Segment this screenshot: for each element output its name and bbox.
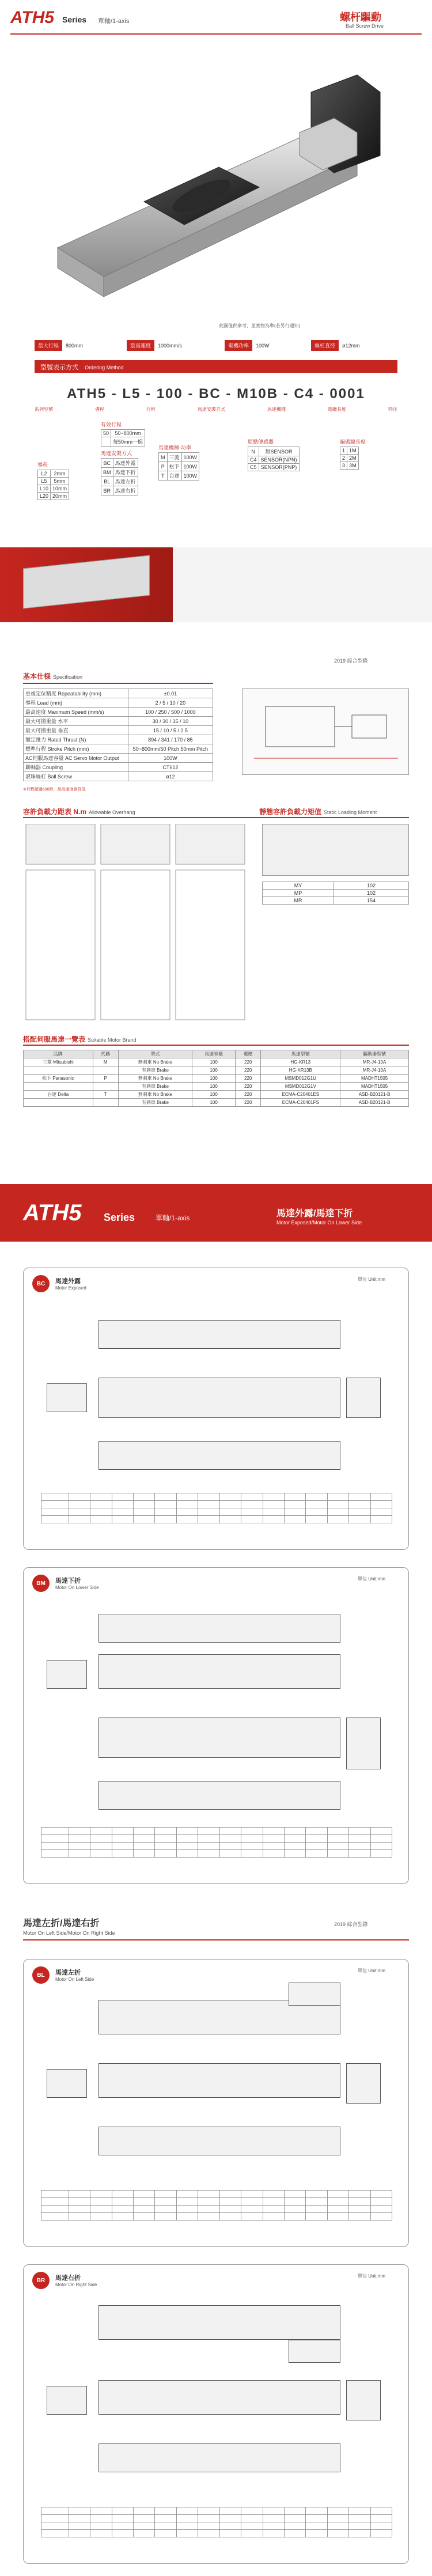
model-title: ATH5: [10, 8, 55, 27]
basic-spec-rule: [23, 683, 213, 684]
sensor-table: 原點傳感器 N 無SENSOR C4 SENSOR(NPN) C5 SENSOR(PNP): [248, 438, 300, 471]
motor-brand-rule: [23, 1045, 409, 1046]
static-loading-table: MY 102 MP 102 MR 154: [262, 882, 409, 905]
drawing-bl: BL 馬達左折 Motor On Left Side 單位 Unit:mm: [23, 1959, 409, 2247]
spec-screw-diameter: 絲杠直徑 ø12mm: [311, 340, 360, 351]
overhang-charts: [23, 824, 248, 1026]
ordering-code: ATH5 - L5 - 100 - BC - M10B - C4 - 0001: [67, 386, 365, 402]
page1-header: [0, 0, 432, 46]
cable-table: 編碼線長度 1 1M 2 2M 3 3M: [340, 439, 366, 468]
sensor-layout-diagram: [242, 689, 409, 775]
axis-label: 單軸/1-axis: [98, 18, 130, 25]
ordering-title: 型號表示方式: [40, 364, 78, 371]
series-label: Series: [62, 15, 87, 24]
page3-header: [23, 1916, 409, 1940]
basic-spec-title: 基本仕様 Specification: [23, 672, 83, 680]
spec-max-speed: 最高速度 1000mm/s: [127, 340, 182, 351]
basic-spec-table: 重複定位精度 Repeatability (mm) ±0.01 導程 Lead (mm) 2 / 5 / 10 / 20 最高速度 Maximum Speed (mm/s) 100 / 250 / 500 / 1000 最大可搬重量 水平 30 / 30 / 15 / 10 最大可搬重量 垂直 15 / 10 / 5 / 2.5 額定推力 Rated Thrust (N) 894 / 341 / 170 / 85 標準行程 Stroke Pitch (mm) 50~800mm/50 Pitch 50mm Pitch AC伺服馬達容量 AC Servo Motor Output 100W 聯軸器 Coupling CT612 滾珠絲杠 Ball Screw ø12: [23, 689, 213, 781]
motor-brand-table: 品牌 代碼 型式 馬達容量 電壓 馬達型號 驅動器型號 三菱 Mitsubishi M 無剎車 No Brake 100 220 HG-KR13 MR-J4-10A 有剎車 Brake 100 220 HG-KR13B MR-J4-10A 松下 Panasonic P 無剎車 No Brake 100 220 MSMD012G1U MADHT1505 有剎車 Brake 100 220 MSMD012G1V MADHT1505 台達 Delta T 無剎車 No Brake 100 220 ECMA-C20401ES ASD-B20121-B 有剎車 Brake 100 220 ECMA-C20401FS ASD-B20121-B: [23, 1050, 409, 1107]
page2-subtitle: Motor Exposed/Motor On Lower Side: [276, 1220, 362, 1225]
hero-caption: 此圖僅供參考，並實物為準(若另行通知): [219, 323, 301, 328]
drawing-br: BR 馬達右折 Motor On Right Side 單位 Unit:mm: [23, 2264, 409, 2564]
page3-rule: [23, 1939, 409, 1940]
static-loading-image: [262, 824, 409, 876]
page3-subtitle: Motor On Left Side/Motor On Right Side: [23, 1930, 115, 1936]
ordering-bar: [35, 360, 397, 373]
allowable-title: 容許負載力距表 N.m Allowable Overhang: [23, 808, 135, 816]
page2-model: ATH5: [23, 1200, 82, 1225]
spec-motor-power: 電機功率 100W: [225, 340, 270, 351]
catalog-year-1: 2019 綜合型錄: [334, 658, 368, 664]
drawing-bc: BC 馬達外露 Motor Exposed 單位 Unit:mm: [23, 1268, 409, 1550]
motor-brand-title: 搭配伺服馬達一覽表 Suitable Motor Brand: [23, 1035, 137, 1043]
page3-title: 馬達左折/馬達右折: [23, 1919, 100, 1928]
page2-title: 馬達外露/馬達下折: [276, 1209, 353, 1219]
basic-spec-footnote: ※行程超過600時，最高速度會降低: [23, 788, 86, 792]
header-rule: [10, 33, 422, 35]
drive-subtitle: Ball Screw Drive: [346, 23, 384, 29]
lead-table: 導程 L2 2mm L5 5mm L10 10mm L20 20mm: [37, 461, 69, 500]
page2-series: Series: [104, 1212, 135, 1223]
page3-catalog: 2019 綜合型錄: [334, 1921, 368, 1927]
motor-table: 馬達機種-功率 M 三菱 100W P 松下 100W T 台達 100W: [158, 444, 199, 481]
static-title: 靜態容許負載力矩值 Static Loading Moment: [259, 808, 377, 816]
product-image: [35, 58, 392, 317]
page2-banner: [0, 1184, 432, 1242]
drive-title: 螺杆驅動: [340, 12, 381, 23]
mount-table: 馬達安裝方式 BC 馬達外露 BM 馬達下折 BL 馬達左折 BR 馬達右折: [101, 449, 138, 495]
drawing-bm: BM 馬達下折 Motor On Lower Side 單位 Unit:mm: [23, 1567, 409, 1884]
page2-axis: 單軸/1-axis: [156, 1214, 190, 1222]
allowable-rule: [23, 817, 409, 818]
stroke-table: 有效行程 50 50~800mm 每50mm一檔: [101, 421, 145, 447]
ordering-subtitle: Ordering Method: [85, 365, 124, 370]
ordering-labels: 系列型號 導程 行程 馬達安裝方式 馬達機種 電纜長度 特注: [35, 407, 397, 412]
spec-max-stroke: 最大行程 800mm: [35, 340, 83, 351]
